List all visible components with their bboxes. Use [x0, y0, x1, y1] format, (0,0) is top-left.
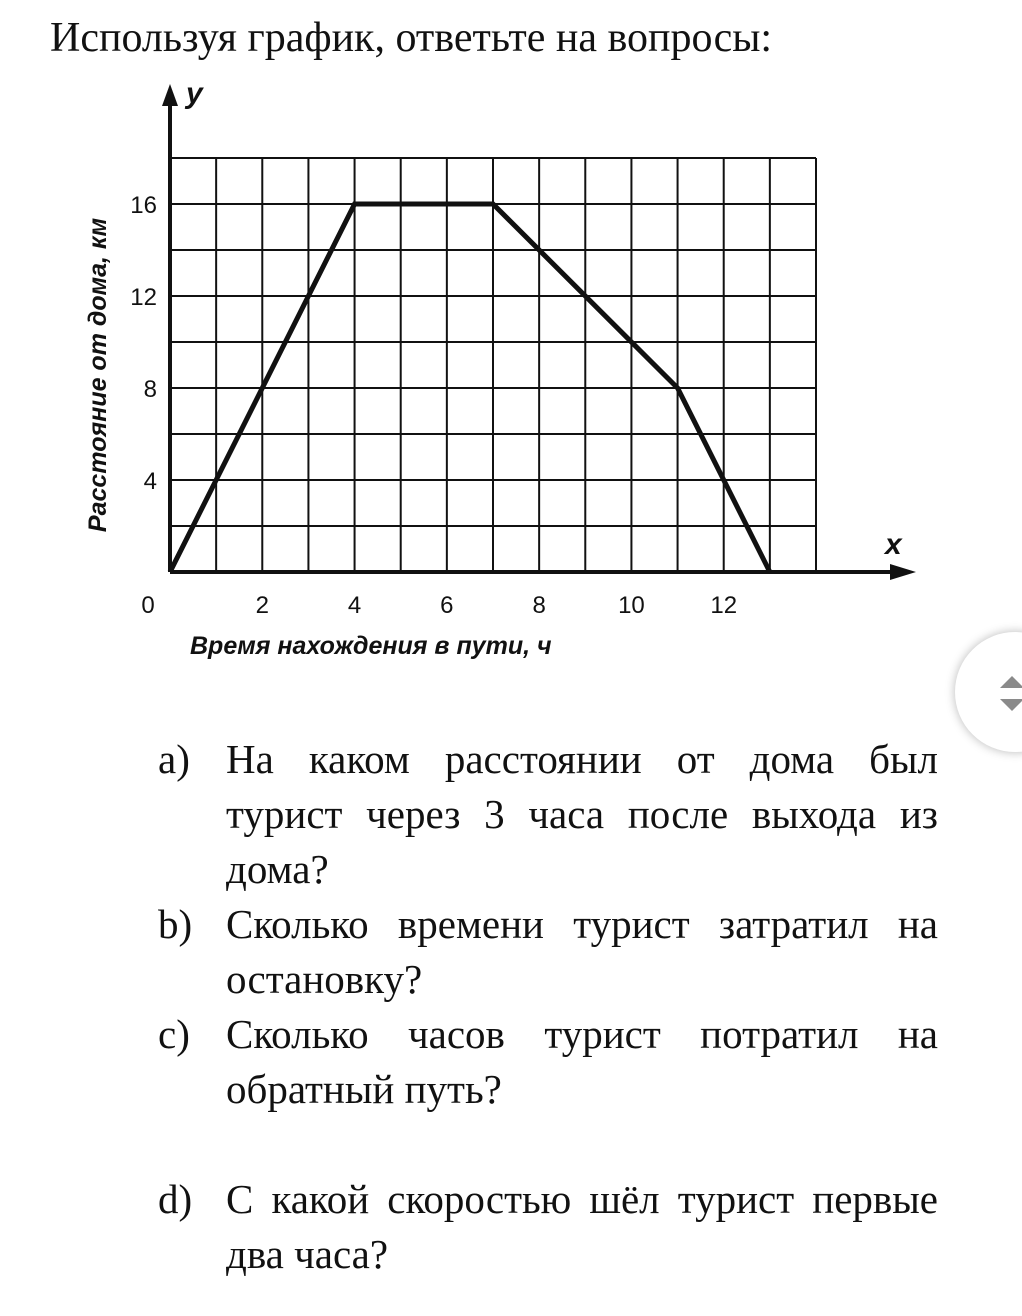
question-a [158, 732, 938, 897]
x-tick-label: 2 [255, 592, 269, 619]
question-text: Сколько времени турист затратил на остановку? [226, 901, 938, 1002]
question-letter: d) [158, 1176, 193, 1222]
x-tick-label: 0 [141, 592, 155, 619]
page-heading: Используя график, ответьте на вопросы: [50, 15, 773, 61]
x-tick-label: 4 [347, 592, 362, 619]
question-c [158, 1007, 938, 1117]
question-text: На каком расстоянии от дома был турист через 3 часа после выхода из дома? [226, 736, 938, 892]
y-tick-label: 16 [130, 192, 157, 219]
x-axis-arrow [890, 564, 916, 580]
chart-grid [170, 158, 816, 572]
question-text: Сколько часов турист потратил на обратный путь? [226, 1011, 938, 1112]
x-tick-label: 6 [440, 592, 454, 619]
y-tick-label: 8 [143, 376, 157, 403]
question-b [158, 897, 938, 1007]
question-letter: b) [158, 901, 193, 947]
chart-tick-labels [130, 192, 737, 619]
x-axis-letter: x [885, 528, 902, 561]
up-down-arrows-icon [997, 668, 1022, 718]
question-text: С какой скоростью шёл турист первые два часа? [226, 1176, 938, 1277]
y-axis-letter: y [186, 77, 203, 110]
question-list [158, 732, 938, 1282]
x-tick-label: 12 [710, 592, 738, 619]
question-letter: a) [158, 736, 190, 782]
y-axis-arrow [162, 84, 178, 106]
y-tick-label: 4 [143, 468, 157, 495]
y-tick-label: 12 [130, 284, 157, 311]
x-tick-label: 8 [532, 592, 546, 619]
y-axis-label: Расстояние от дома, км [84, 217, 112, 533]
question-letter: c) [158, 1011, 190, 1057]
x-axis-label: Время нахождения в пути, ч [190, 632, 552, 660]
question-d [158, 1172, 938, 1282]
x-tick-label: 10 [618, 592, 645, 619]
